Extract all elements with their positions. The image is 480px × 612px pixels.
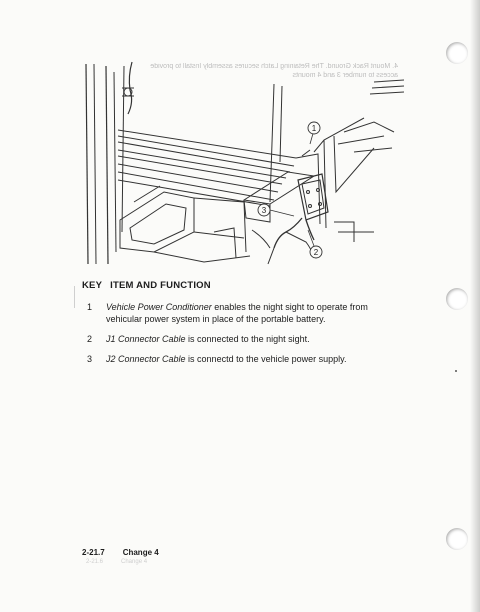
item-description: is connectd to the vehicle power supply.: [185, 354, 347, 364]
callout-1-label: 1: [311, 124, 317, 133]
bleed-through-footer: [86, 559, 147, 565]
ghost-change-number: Change 4: [121, 559, 148, 565]
key-column-heading: KEY: [82, 280, 103, 291]
binder-hole-middle: [446, 288, 468, 310]
item-name: J2 Connector Cable: [106, 354, 186, 364]
bleed-through-text: 4. Mount Rack Ground. The Retaining Latch secures assembly Install to provide access to number 3 and 4 mounts: [150, 63, 398, 79]
item-description: is connected to the night sight.: [185, 334, 310, 344]
key-margin-rule: [74, 286, 75, 308]
item-description: enables the night sight to operate from: [211, 302, 368, 312]
page-number: 2-21.7: [82, 548, 105, 557]
item-name: Vehicle Power Conditioner: [106, 302, 212, 312]
binder-hole-bottom: [446, 528, 468, 550]
page-edge-shadow: [470, 0, 480, 612]
key-number: 2: [87, 334, 93, 344]
key-number: 1: [87, 302, 93, 312]
key-table-header: [82, 280, 211, 291]
page-footer: [82, 548, 159, 557]
key-number: 3: [87, 354, 93, 364]
ghost-page-number: 2-21.6: [86, 559, 104, 565]
vehicle-power-conditioner-illustration: [74, 52, 404, 272]
binder-hole-top: [446, 42, 468, 64]
item-function-column-heading: ITEM AND FUNCTION: [110, 280, 211, 291]
callout-3-label: 3: [261, 206, 267, 215]
item-name: J1 Connector Cable: [106, 334, 186, 344]
item-description-continued: vehicular power system in place of the portable battery.: [106, 313, 326, 324]
change-number: Change 4: [122, 548, 159, 557]
callout-2-label: 2: [313, 248, 319, 257]
scan-speck: [455, 370, 457, 372]
